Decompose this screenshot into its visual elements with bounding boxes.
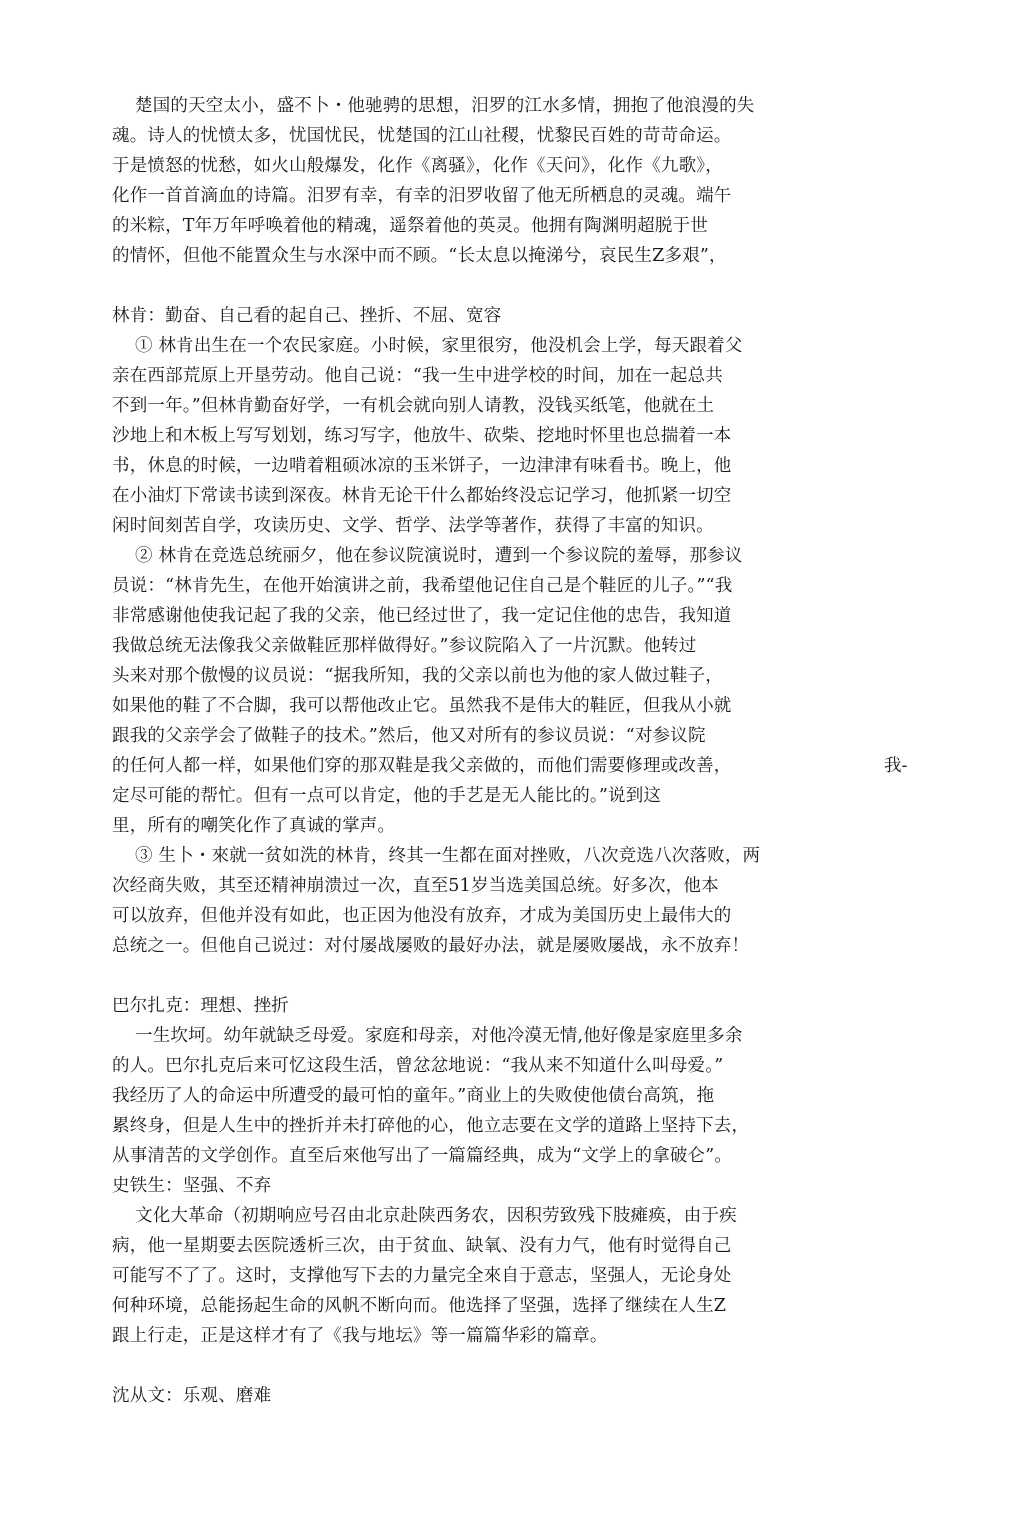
paragraph-line: 总统之一。但他自己说过：对付屡战屡败的最好办法，就是屡败屡战，永不放弃！ — [112, 936, 750, 956]
paragraph-line: 沙地上和木板上写写划划，练习写字，他放牛、砍柴、挖地时怀里也总揣着一本 — [112, 426, 732, 446]
paragraph-line: 从事清苦的文学创作。直至后來他写出了一篇篇经典，成为“文学上的拿破仑”。 — [112, 1146, 733, 1166]
paragraph-line: 一生坎坷。幼年就缺乏母爱。家庭和母亲，对他冷漠无情,他好像是家庭里多余 — [135, 1026, 743, 1046]
paragraph-line: 非常感谢他使我记起了我的父亲，他已经过世了，我一定记住他的忠告，我知道 — [112, 606, 732, 626]
paragraph-line: 次经商失败，其至还精神崩溃过一次，直至51岁当选美国总统。好多次，他本 — [112, 876, 719, 896]
paragraph-line: 何种环境，总能扬起生命的风帆不断向而。他选择了坚强，选择了继续在人生Z — [112, 1296, 727, 1316]
paragraph-line: 病，他一星期要去医院透析三次，由于贫血、缺氧、没有力气，他有时觉得自己 — [112, 1236, 732, 1256]
paragraph-line: ① 林肯出生在一个农民家庭。小时候，家里很穷，他没机会上学，每天跟着父 — [135, 336, 743, 356]
paragraph-line: 的任何人都一样，如果他们穿的那双鞋是我父亲做的，而他们需要修理或改善， — [112, 756, 732, 776]
paragraph-line: 亲在西部荒原上开垦劳动。他自己说：“我一生中进学校的时间，加在一起总共 — [112, 366, 723, 386]
paragraph-line: 于是愤怒的忧愁，如火山般爆发，化作《离骚》，化作《天问》，化作《九歌》， — [112, 156, 723, 176]
paragraph-line: ② 林肯在竞选总统丽夕，他在参议院演说时，遭到一个参议院的羞辱，那参议 — [135, 546, 743, 566]
section-heading-shi-tiesheng: 史铁生：坚强、不弃 — [112, 1176, 272, 1196]
paragraph-line: 不到一年。”但林肯勤奋好学，一有机会就向别人请教，没钱买纸笔，他就在土 — [112, 396, 715, 416]
section-heading-shen-congwen: 沈从文：乐观、磨难 — [112, 1386, 272, 1406]
paragraph-line: 闲时间刻苦自学，攻读历史、文学、哲学、法学等著作，获得了丰富的知识。 — [112, 516, 714, 536]
paragraph-line: 楚国的天空太小，盛不卜・他驰骋的思想，汨罗的江水多情，拥抱了他浪漫的失 — [135, 96, 755, 116]
paragraph-line: ③ 生卜・來就一贫如洗的林肯，终其一生都在面对挫败，八次竞选八次落败，两 — [135, 846, 761, 866]
paragraph-line: 的米粽，T年万年呼唤着他的精魂，遥祭着他的英灵。他拥有陶渊明超脱于世 — [112, 216, 708, 236]
paragraph-line: 我做总统无法像我父亲做鞋匠那样做得好。”参议院陷入了一片沉默。他转过 — [112, 636, 697, 656]
paragraph-line: 可以放弃，但他并没有如此，也正因为他没有放弃，才成为美国历史上最伟大的 — [112, 906, 732, 926]
paragraph-line: 文化大革命（初期响应号召由北京赴陕西务农，因积劳致残下肢瘫痪，由于疾 — [135, 1206, 737, 1226]
paragraph-line: 头来对那个傲慢的议员说：“据我所知，我的父亲以前也为他的家人做过鞋子， — [112, 666, 723, 686]
paragraph-line: 定尽可能的帮忙。但有一点可以肯定，他的手艺是无人能比的。”说到这 — [112, 786, 662, 806]
paragraph-line: 书，休息的时候，一边啃着粗硕冰凉的玉米饼子，一边津津有味看书。晚上，他 — [112, 456, 732, 476]
paragraph-line: 里，所有的嘲笑化作了真诚的掌声。 — [112, 816, 396, 836]
paragraph-line: 跟上行走，正是这样才有了《我与地坛》等一篇篇华彩的篇章。 — [112, 1326, 608, 1346]
paragraph-line: 我经历了人的命运中所遭受的最可怕的童年。”商业上的失败使他债台高筑，拖 — [112, 1086, 715, 1106]
paragraph-line: 可能写不了了。这时，支撑他写下去的力量完全來自于意志，坚强人，无论身处 — [112, 1266, 732, 1286]
paragraph-line: 员说：“林肯先生，在他开始演讲之前，我希望他记住自己是个鞋匠的儿子。”“我 — [112, 576, 733, 596]
section-heading-lincoln: 林肯：勤奋、自己看的起自己、挫折、不屈、宽容 — [112, 306, 502, 326]
paragraph-line: 的情怀，但他不能置众生与水深中而不顾。“长太息以掩涕兮，哀民生Z多艰”， — [112, 246, 727, 266]
paragraph-line: 在小油灯下常读书读到深夜。林肯无论干什么都始终没忘记学习，他抓紧一切空 — [112, 486, 732, 506]
paragraph-line: 累终身，但是人生中的挫折并未打碎他的心，他立志要在文学的道路上坚持下去， — [112, 1116, 750, 1136]
paragraph-fragment: 我- — [884, 756, 908, 776]
paragraph-line: 如果他的鞋了不合脚，我可以帮他改止它。虽然我不是伟大的鞋匠，但我从小就 — [112, 696, 732, 716]
paragraph-line: 化作一首首滴血的诗篇。汨罗有幸，有幸的汨罗收留了他无所栖息的灵魂。端午 — [112, 186, 732, 206]
paragraph-line: 的人。巴尔扎克后来可忆这段生活，曾忿忿地说：“我从来不知道什么叫母爱。” — [112, 1056, 724, 1076]
paragraph-line: 跟我的父亲学会了做鞋子的技术。”然后，他又对所有的参议员说：“对参议院 — [112, 726, 706, 746]
paragraph-line: 魂。诗人的忧愤太多，忧国忧民，忧楚国的江山社稷，忧黎民百姓的苛苛命运。 — [112, 126, 732, 146]
section-heading-balzac: 巴尔扎克：理想、挫折 — [112, 996, 289, 1016]
